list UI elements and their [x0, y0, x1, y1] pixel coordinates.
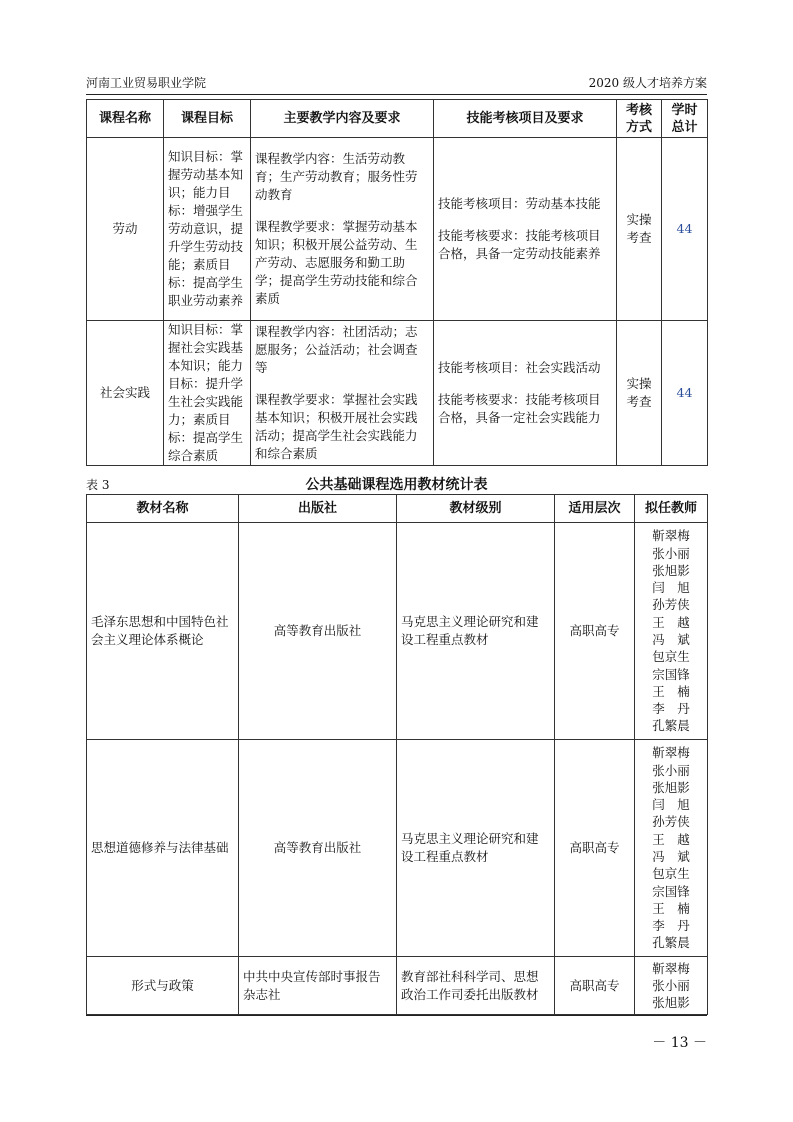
- col-header-teachers: 拟任教师: [635, 495, 708, 523]
- table-row: [87, 321, 708, 466]
- teacher-name: 孔繁晨: [652, 718, 690, 734]
- course-content: [251, 138, 434, 321]
- teacher-list: [635, 523, 708, 740]
- col-header-textbook-level: 教材级别: [397, 495, 555, 523]
- page-number: － 13 －: [652, 1035, 707, 1051]
- teacher-name: 靳翠梅: [652, 745, 690, 761]
- teacher-name: 张小丽: [652, 977, 690, 993]
- teacher-name: 孔繁晨: [652, 935, 690, 951]
- col-header-tier: 适用层次: [555, 495, 635, 523]
- col-header-textbook-name: 教材名称: [87, 495, 239, 523]
- col-header-skill: 技能考核项目及要求: [434, 100, 617, 138]
- teacher-name: 包京生: [652, 649, 690, 665]
- teacher-name: 张小丽: [652, 762, 690, 778]
- course-content: [251, 321, 434, 466]
- teacher-list: [635, 957, 708, 1015]
- teacher-name: 张旭影: [652, 995, 690, 1011]
- teacher-name: 李 丹: [652, 918, 690, 934]
- table-row: [87, 740, 708, 957]
- teacher-name: 王 楠: [652, 683, 690, 699]
- teacher-name: 靳翠梅: [652, 528, 690, 544]
- applicable-tier: 高职高专: [555, 523, 635, 740]
- requirement-text: 课程教学要求：掌握劳动基本知识；积极开展公益劳动、生产劳动、志愿服务和勤工助学；提高学生劳动技能和综合素质: [255, 219, 418, 306]
- teacher-name: 孙芳侠: [652, 814, 690, 830]
- table-title: 公共基础课程选用教材统计表: [305, 477, 488, 493]
- course-table-header-row: [87, 100, 708, 138]
- table-number: 表 3: [86, 478, 110, 492]
- footer-divider: [86, 1015, 707, 1016]
- teacher-name: 李 丹: [652, 701, 690, 717]
- col-header-publisher: 出版社: [239, 495, 397, 523]
- skill-requirement-text: 技能考核要求：技能考核项目合格，具备一定社会实践能力: [438, 392, 601, 425]
- applicable-tier: 高职高专: [555, 957, 635, 1015]
- assessment-method: 实操考查: [617, 138, 662, 321]
- course-name: 劳动: [87, 138, 164, 321]
- applicable-tier: 高职高专: [555, 740, 635, 957]
- skill-item-text: 技能考核项目：社会实践活动: [438, 360, 601, 375]
- textbook-table-header-row: [87, 495, 708, 523]
- teacher-name: 孙芳侠: [652, 597, 690, 613]
- col-header-course-goal: 课程目标: [164, 100, 251, 138]
- teacher-name: 王 越: [652, 831, 690, 847]
- skill-item-text: 技能考核项目：劳动基本技能: [438, 196, 601, 211]
- teacher-name: 闫 旭: [652, 580, 690, 596]
- course-goal: 知识目标：掌握劳动基本知识；能力目标：增强学生劳动意识，提升学生劳动技能；素质目标：提高学生职业劳动素养: [164, 138, 251, 321]
- teacher-name: 王 越: [652, 614, 690, 630]
- course-name: 社会实践: [87, 321, 164, 466]
- col-header-content: 主要教学内容及要求: [251, 100, 434, 138]
- total-hours: 44: [662, 138, 708, 321]
- assessment-method: 实操考查: [617, 321, 662, 466]
- teacher-name: 闫 旭: [652, 797, 690, 813]
- table-row: [87, 523, 708, 740]
- teacher-name: 张小丽: [652, 545, 690, 561]
- col-header-method: 考核方式: [617, 100, 662, 138]
- textbook-name: 毛泽东思想和中国特色社会主义理论体系概论: [87, 523, 239, 740]
- header-divider: [86, 94, 707, 95]
- skill-requirement-text: 技能考核要求：技能考核项目合格，具备一定劳动技能素养: [438, 228, 601, 261]
- textbook-table: [86, 494, 708, 1015]
- content-text: 课程教学内容：生活劳动教育；生产劳动教育；服务性劳动教育: [255, 151, 418, 202]
- teacher-name: 宗国锋: [652, 666, 690, 682]
- page-header: [86, 74, 707, 92]
- publisher: 高等教育出版社: [239, 740, 397, 957]
- teacher-name: 张旭影: [652, 779, 690, 795]
- skill-assessment: [434, 138, 617, 321]
- header-program-title: 2020 级人才培养方案: [588, 76, 707, 90]
- teacher-name: 王 楠: [652, 900, 690, 916]
- col-header-hours: 学时总计: [662, 100, 708, 138]
- textbook-level: 马克思主义理论研究和建设工程重点教材: [397, 523, 555, 740]
- total-hours: 44: [662, 321, 708, 466]
- teacher-name: 冯 斌: [652, 632, 690, 647]
- teacher-name: 张旭影: [652, 562, 690, 578]
- col-header-course-name: 课程名称: [87, 100, 164, 138]
- textbook-level: 教育部社科科学司、思想政治工作司委托出版教材: [397, 957, 555, 1015]
- course-table: [86, 99, 708, 466]
- requirement-text: 课程教学要求：掌握社会实践基本知识；积极开展社会实践活动；提高学生社会实践能力和综合素质: [255, 392, 418, 461]
- table-row: [87, 138, 708, 321]
- teacher-name: 冯 斌: [652, 849, 690, 864]
- teacher-list: [635, 740, 708, 957]
- skill-assessment: [434, 321, 617, 466]
- textbook-name: 形式与政策: [87, 957, 239, 1015]
- teacher-name: 包京生: [652, 866, 690, 882]
- table-row: [87, 957, 708, 1015]
- publisher: 高等教育出版社: [239, 523, 397, 740]
- teacher-name: 宗国锋: [652, 883, 690, 899]
- textbook-level: 马克思主义理论研究和建设工程重点教材: [397, 740, 555, 957]
- course-goal: 知识目标：掌握社会实践基本知识；能力目标：提升学生社会实践能力；素质目标：提高学生综合素质: [164, 321, 251, 466]
- publisher: 中共中央宣传部时事报告杂志社: [239, 957, 397, 1015]
- content-text: 课程教学内容：社团活动；志愿服务；公益活动；社会调查等: [255, 324, 418, 375]
- teacher-name: 靳翠梅: [652, 960, 690, 976]
- textbook-name: 思想道德修养与法律基础: [87, 740, 239, 957]
- header-school-name: 河南工业贸易职业学院: [86, 76, 207, 90]
- table-caption: [86, 474, 707, 494]
